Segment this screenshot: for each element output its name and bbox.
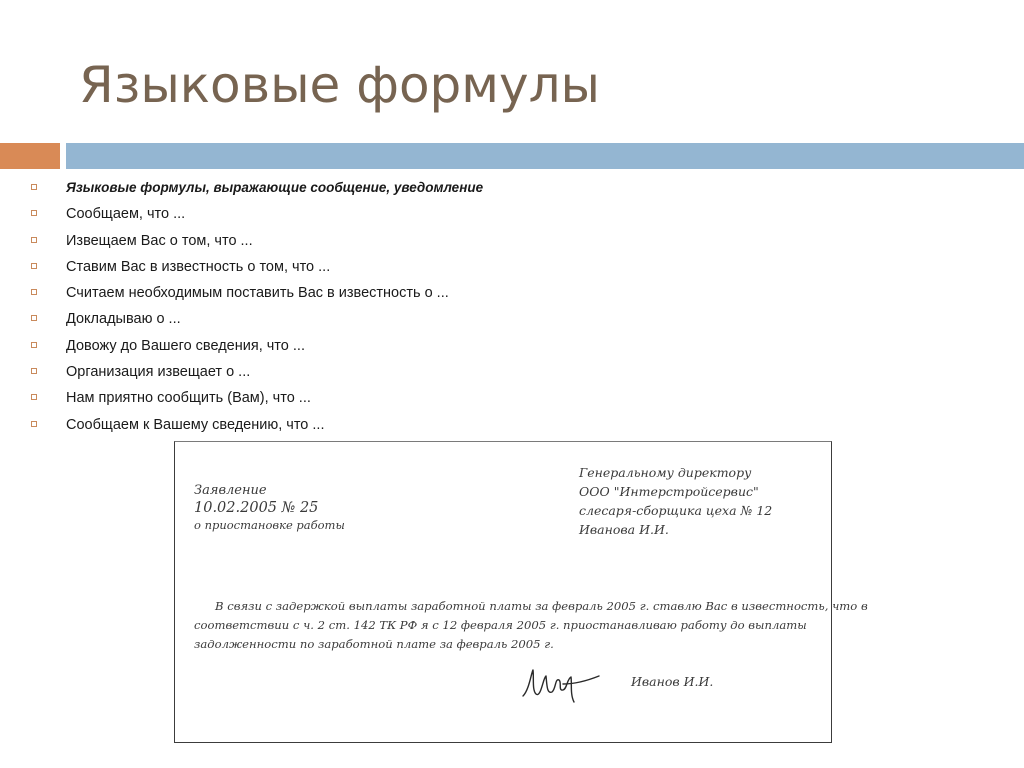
square-bullet-icon	[31, 210, 37, 216]
document-addressee	[579, 463, 772, 539]
document-signer: Иванов И.И.	[631, 674, 714, 689]
bullet-item	[28, 201, 928, 227]
slide-title: Языковые формулы	[79, 56, 601, 114]
addressee-line: Генеральному директору	[579, 465, 752, 480]
document-body-line: соответствии с ч. 2 ст. 142 ТК РФ я с 12 февраля 2005 г. приостанавливаю работу до выплаты	[194, 618, 807, 632]
document-body-line: задолженности по заработной плате за февраль 2005 г.	[194, 637, 554, 651]
bullet-item-text: Ставим Вас в известность о том, что ...	[66, 258, 331, 275]
square-bullet-icon	[31, 237, 37, 243]
square-bullet-icon	[31, 263, 37, 269]
bullet-list	[28, 175, 928, 438]
document-image	[174, 441, 868, 743]
square-bullet-icon	[31, 342, 37, 348]
document-date-number: 10.02.2005 № 25	[194, 500, 319, 516]
decor-band-blue	[66, 143, 1024, 169]
bullet-heading	[28, 175, 928, 201]
bullet-item	[28, 306, 928, 332]
square-bullet-icon	[31, 184, 37, 190]
square-bullet-icon	[31, 289, 37, 295]
bullet-item	[28, 280, 928, 306]
bullet-item-text: Организация извещает о ...	[66, 364, 251, 381]
document-type: Заявление	[194, 483, 267, 498]
document-subject: о приостановке работы	[194, 518, 345, 532]
bullet-item	[28, 228, 928, 254]
addressee-line: Иванова И.И.	[579, 522, 669, 537]
signature-icon	[519, 664, 603, 704]
bullet-item	[28, 412, 928, 438]
bullet-item	[28, 385, 928, 411]
bullet-item	[28, 359, 928, 385]
bullet-item-text: Сообщаем, что ...	[66, 206, 186, 223]
square-bullet-icon	[31, 421, 37, 427]
square-bullet-icon	[31, 368, 37, 374]
bullet-item-text: Довожу до Вашего сведения, что ...	[66, 337, 305, 354]
decor-band-orange	[0, 143, 60, 169]
bullet-item-text: Сообщаем к Вашему сведению, что ...	[66, 416, 325, 433]
bullet-heading-text: Языковые формулы, выражающие сообщение, уведомление	[66, 180, 484, 195]
document-body-line: В связи с задержкой выплаты заработной платы за февраль 2005 г. ставлю Вас в известность, что в	[215, 599, 868, 613]
addressee-line: ООО "Интерстройсервис"	[579, 484, 759, 499]
bullet-item	[28, 254, 928, 280]
bullet-item-text: Нам приятно сообщить (Вам), что ...	[66, 390, 311, 407]
document-header-left	[194, 482, 345, 534]
bullet-item-text: Считаем необходимым поставить Вас в известность о ...	[66, 285, 449, 302]
bullet-item-text: Докладываю о ...	[66, 311, 181, 328]
square-bullet-icon	[31, 394, 37, 400]
document-body	[194, 597, 868, 654]
bullet-item-text: Извещаем Вас о том, что ...	[66, 232, 253, 249]
bullet-item	[28, 333, 928, 359]
addressee-line: слесаря-сборщика цеха № 12	[579, 503, 773, 518]
square-bullet-icon	[31, 315, 37, 321]
